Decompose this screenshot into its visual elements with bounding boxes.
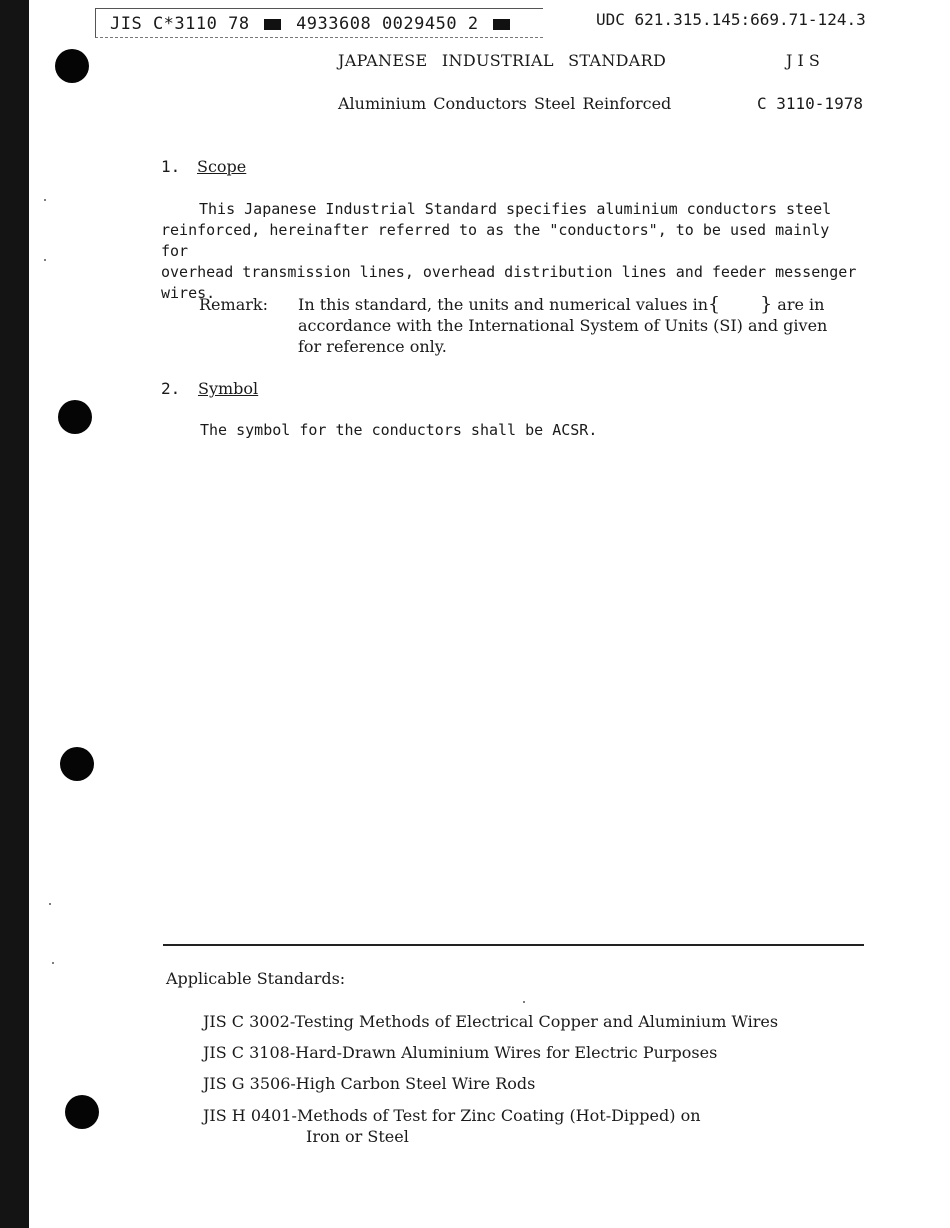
horizontal-rule [163, 944, 864, 946]
section-number: 1. [161, 157, 181, 176]
brace-open: { [708, 293, 721, 315]
jis-label: J I S [786, 51, 820, 70]
stamp-prefix: JIS C*3110 78 [110, 14, 250, 34]
punch-hole [60, 747, 94, 781]
scan-speck [49, 903, 51, 905]
punch-hole [58, 400, 92, 434]
scan-speck [52, 962, 54, 964]
remark-line: for reference only. [298, 337, 447, 356]
standard-title: JAPANESE INDUSTRIAL STANDARD [338, 51, 667, 70]
punch-hole [65, 1095, 99, 1129]
remark-line [298, 294, 863, 315]
applicable-standards-heading: Applicable Standards: [166, 969, 346, 988]
catalog-stamp [95, 8, 543, 38]
scan-speck [44, 199, 46, 201]
applicable-standard-item: JIS G 3506-High Carbon Steel Wire Rods [203, 1074, 536, 1093]
brace-close: } [760, 293, 773, 315]
paragraph-line: reinforced, hereinafter referred to as the "conductors", to be used mainly for [161, 221, 830, 260]
applicable-standard-item: JIS C 3108-Hard-Drawn Aluminium Wires for Electric Purposes [203, 1043, 718, 1062]
remark-line-start: In this standard, the units and numerical values in [298, 295, 709, 314]
remark-line: accordance with the International System of Units (SI) and given [298, 316, 828, 335]
redaction-block [493, 19, 510, 30]
punch-hole [55, 49, 89, 83]
scan-speck [44, 259, 46, 261]
applicable-standard-continuation: Iron or Steel [306, 1127, 409, 1146]
section-heading-scope: Scope [197, 157, 247, 176]
section-heading-symbol: Symbol [198, 379, 259, 398]
section-number: 2. [161, 379, 181, 398]
paragraph-line: overhead transmission lines, overhead distribution lines and feeder messenger [161, 263, 857, 281]
scan-speck [523, 1001, 525, 1003]
paragraph-line: This Japanese Industrial Standard specifies aluminium conductors steel [199, 200, 832, 218]
remark-text [298, 294, 863, 357]
udc-code: UDC 621.315.145:669.71-124.3 [596, 10, 866, 29]
remark-label: Remark: [199, 295, 268, 314]
scope-paragraph [161, 199, 861, 304]
scan-left-edge [0, 0, 29, 1228]
remark-line-end: are in [777, 295, 825, 314]
stamp-code: 4933608 0029450 2 [296, 14, 479, 34]
applicable-standard-item: JIS H 0401-Methods of Test for Zinc Coating (Hot-Dipped) on [203, 1106, 701, 1125]
redaction-block [264, 19, 281, 30]
symbol-paragraph: The symbol for the conductors shall be ACSR. [200, 421, 598, 439]
document-number: C 3110-1978 [757, 94, 863, 113]
paragraph-line: wires. [161, 284, 216, 302]
document-title: Aluminium Conductors Steel Reinforced [338, 94, 672, 113]
applicable-standard-item: JIS C 3002-Testing Methods of Electrical Copper and Aluminium Wires [203, 1012, 779, 1031]
